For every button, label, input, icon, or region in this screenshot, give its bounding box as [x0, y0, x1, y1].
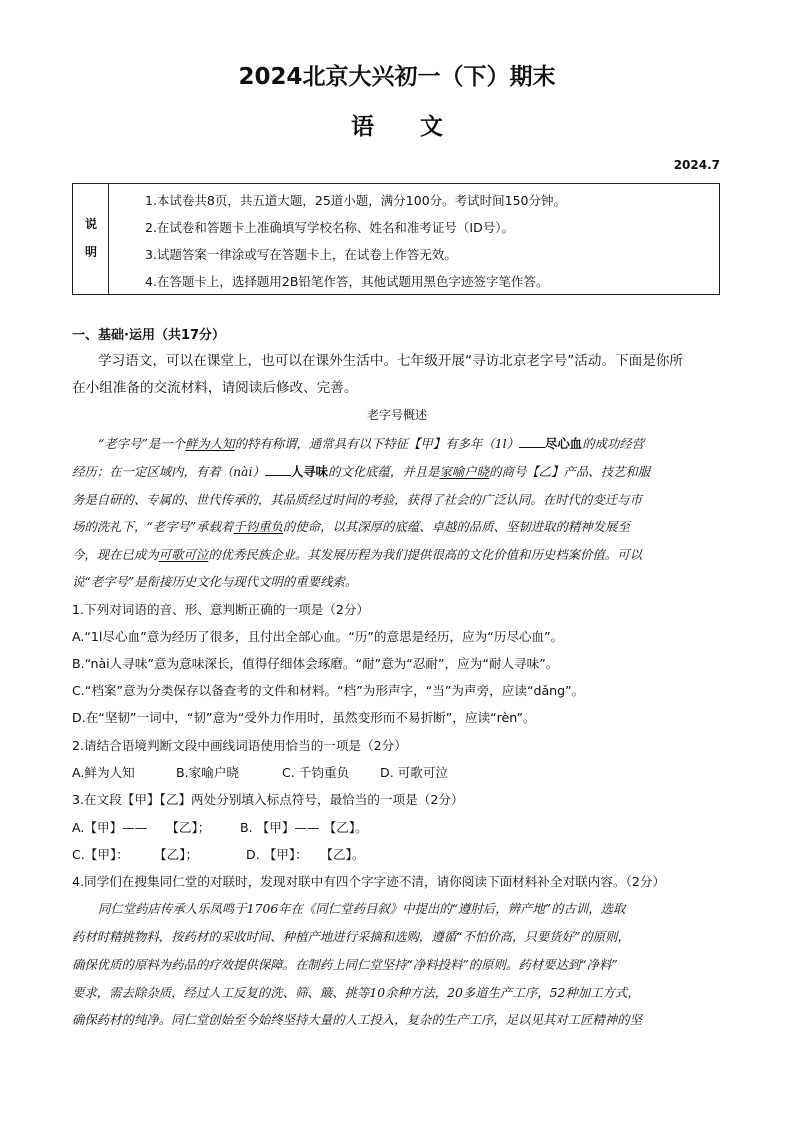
question-1: 1.下列对词语的音、形、意判断正确的一项是（2分） — [72, 602, 370, 617]
passage-line-2 — [72, 461, 650, 480]
question-1-option-c: C.“档案”意为分类保存以备查考的文件和材料。“档”为形声字，“当”为声旁，应读“dǎng”。 — [72, 683, 585, 698]
question-2-option-b: B.家喻户晓 — [176, 765, 240, 780]
passage-text: 场的洗礼下，“老字号”承载着 — [72, 519, 234, 534]
passage-text: “老字号”是一个 — [98, 436, 186, 451]
question-1-option-d: D.在“坚韧”一词中，“韧”意为“受外力作用时，虽然变形而不易折断”，应读“rèn”。 — [72, 710, 536, 725]
question-3: 3.在文段【甲】【乙】两处分别填入标点符号，最恰当的一项是（2分） — [72, 792, 464, 807]
underlined-term: 鲜为人知 — [185, 436, 235, 451]
question-3-option-d: D. 【甲】： 【乙】。 — [246, 847, 365, 862]
exam-date: 2024.7 — [673, 158, 720, 172]
intro-line-2: 在小组准备的交流材料，请阅读后修改、完善。 — [72, 380, 358, 396]
underlined-term: 家喻户晓 — [439, 464, 490, 479]
instruction-item: 2.在试卷和答题卡上准确填写学校名称、姓名和准考证号（ID号）。 — [145, 220, 514, 235]
material-line-1: 同仁堂药店传承人乐凤鸣于1706年在《同仁堂药目叙》中提出的“遵肘后，辨产地”的古训，选取 — [98, 901, 626, 916]
question-4: 4.同学们在搜集同仁堂的对联时，发现对联中有四个字字迹不清，请你阅读下面材料补全对联内容。（2分） — [72, 874, 666, 889]
material-line-2: 药材时精挑物料，按药材的采收时间、种植产地进行采摘和选购，遵循“不怕价高，只要货好”的原则， — [72, 929, 630, 944]
passage-text: 经历；在一定区域内，有着（nài） — [72, 464, 265, 479]
underlined-term: 可歌可泣 — [158, 547, 209, 562]
question-1-option-b: B.“nài人寻味”意为意味深长，值得仔细体会琢磨。“耐”意为“忍耐”，应为“耐人寻味”。 — [72, 656, 559, 671]
question-2-option-d: D. 可歌可泣 — [380, 765, 449, 780]
passage-text: 的文化底蕴，并且是 — [327, 464, 440, 479]
passage-line-1 — [98, 433, 644, 452]
passage-text: 的优秀民族企业。其发展历程为我们提供很高的文化价值和历史档案价值。可以 — [208, 547, 642, 562]
instructions-list — [145, 190, 566, 298]
exam-title: 2024北京大兴初一（下）期末 — [238, 64, 556, 90]
passage-line-6: 说“老字号”是衔接历史文化与现代文明的重要线索。 — [72, 574, 358, 589]
instructions-label — [73, 184, 109, 294]
passage-line-5 — [72, 545, 642, 563]
question-2-option-c: C. 千钧重负 — [282, 765, 350, 780]
passage-line-4 — [72, 517, 630, 535]
instruction-item: 1.本试卷共8页，共五道大题，25道小题，满分100分。考试时间150分钟。 — [145, 193, 567, 208]
instruction-item: 3.试题答案一律涂或写在答题卡上，在试卷上作答无效。 — [145, 247, 457, 262]
material-line-3: 确保优质的原料为药品的疗效提供保障。在制药上同仁堂坚持“净料投料”的原则。药材要达到“净料” — [72, 957, 618, 972]
intro-line-1: 学习语文，可以在课堂上，也可以在课外生活中。七年级开展“寻访北京老字号”活动。下面是你所 — [98, 353, 684, 369]
passage-text: 尽心血 — [545, 436, 583, 451]
passage-text: 今，现在已成为 — [72, 547, 159, 562]
fill-blank — [519, 433, 545, 448]
passage-text: 人寻味 — [290, 464, 328, 479]
question-3-option-b: B. 【甲】—— 【乙】。 — [240, 820, 368, 835]
passage-text: 的成功经营 — [582, 436, 645, 451]
instruction-item: 4.在答题卡上，选择题用2B铅笔作答，其他试题用黑色字迹签字笔作答。 — [145, 274, 549, 289]
material-title: 老字号概述 — [366, 408, 427, 422]
underlined-term: 千钧重负 — [233, 519, 283, 534]
question-2-option-a: A.鲜为人知 — [72, 765, 135, 780]
question-3-option-c: C.【甲】： 【乙】； — [72, 847, 199, 862]
instructions-label-char-1: 说 — [85, 217, 98, 231]
fill-blank — [265, 461, 291, 476]
passage-text: 的特有称谓，通常具有以下特征【甲】有多年（1l） — [234, 436, 520, 451]
passage-text: 的使命，以其深厚的底蕴、卓越的品质、坚韧进取的精神发展至 — [282, 519, 630, 534]
question-1-option-a: A.“1l尽心血”意为经历了很多，且付出全部心血。“历”的意思是经历，应为“历尽心血”。 — [72, 629, 564, 644]
material-line-5: 确保药材的纯净。同仁堂创始至今始终坚持大量的人工投入，复杂的生产工序，足以见其对工匠精神的坚 — [72, 1012, 642, 1027]
question-3-option-a: A.【甲】—— 【乙】； — [72, 820, 211, 835]
passage-line-3: 务是自研的、专属的、世代传承的，其品质经过时间的考验，获得了社会的广泛认同。在时代的变迁与市 — [72, 492, 642, 507]
passage-text: 的商号【乙】产品、技艺和服 — [489, 464, 651, 479]
question-2: 2.请结合语境判断文段中画线词语使用恰当的一项是（2分） — [72, 738, 407, 753]
instructions-label-char-2: 明 — [85, 245, 98, 259]
instructions-box — [72, 183, 720, 295]
subject-title: 语 文 — [351, 114, 443, 140]
section-heading: 一、基础·运用（共17分） — [72, 328, 226, 343]
material-line-4: 要求，需去除杂质，经过人工反复的洗、筛、簸、挑等10余种方法，20多道生产工序，52种加工方式， — [72, 985, 640, 1000]
